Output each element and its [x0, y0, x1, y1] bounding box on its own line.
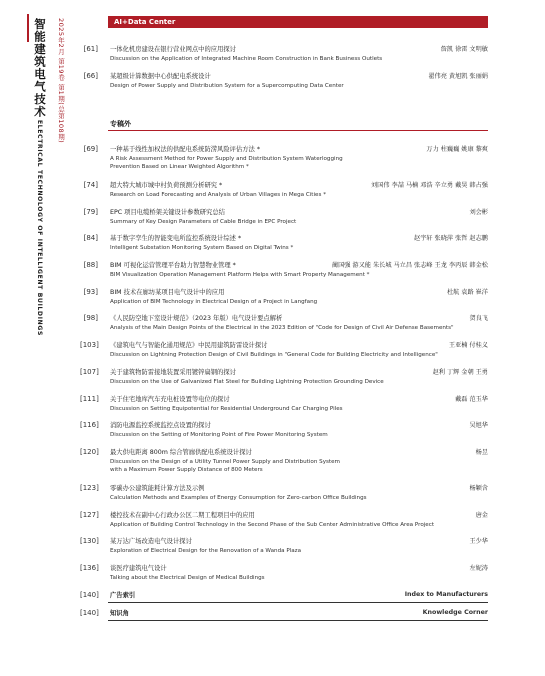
authors: 贺良飞 [469, 315, 488, 322]
title-cn: BIM 可视化运营管理平台助力智慧物业管理 * [110, 262, 236, 269]
title-en: Discussion on the Design of a Utility Tunnel Power Supply and Distribution System [110, 459, 341, 465]
authors: 王少华 [469, 538, 488, 545]
authors: 詹凯 徐雷 文明敏 [440, 46, 488, 53]
authors: 刘国伟 李喆 马楠 邓浩 辛立勇 戴昊 韩占强 [371, 182, 488, 189]
title-en: Design of Power Supply and Distribution System for a Supercomputing Data Center [110, 83, 344, 89]
title-en: Application of BIM Technology in Electrical Design of a Project in Langfang [110, 299, 318, 305]
title-en: Research on Load Forecasting and Analysis of Urban Villages in Mega Cities * [110, 192, 326, 198]
page-number: [88] [83, 261, 98, 269]
authors: 戴磊 范玉华 [455, 396, 488, 403]
title-en: Exploration of Electrical Design for the Renovation of a Wanda Plaza [110, 548, 302, 554]
title-cn: 广告索引 [110, 592, 136, 599]
title-en: Discussion on the Use of Galvanized Flat Steel for Building Lightning Protection Grounding Device [110, 379, 384, 385]
section-title: 专稿外 [110, 120, 131, 128]
page-number: [111] [80, 395, 99, 403]
title-cn: 消防电源监控系统监控点设置的探讨 [110, 422, 211, 429]
title-en: BIM Visualization Operation Management Platform Helps with Smart Property Management * [110, 272, 370, 278]
authors: 杨颖含 [469, 485, 488, 492]
authors: 左妮涛 [469, 565, 488, 572]
page-number: [103] [80, 341, 99, 349]
title-en: Application of Building Control Technology in the Second Phase of the Sub Center Administrative Office Area Project [110, 522, 435, 528]
category-header-title: AI+Data Center [114, 18, 176, 26]
title-cn: 基于数字孪生的智能变电所监控系统设计综述 * [110, 235, 242, 242]
page-number: [130] [80, 537, 99, 545]
title-en: Discussion on Setting Equipotential for Residential Underground Car Charging Piles [110, 406, 343, 412]
title-cn: 谈医疗建筑电气设计 [110, 565, 167, 572]
sidebar-accent-rule [27, 14, 29, 42]
title-en: Knowledge Corner [422, 609, 488, 616]
title-en: Discussion on Lightning Protection Design of Civil Buildings in "General Code for Building Electricity and Intelligence" [110, 352, 438, 358]
title-cn: 某超级计算数据中心供配电系统设计 [110, 73, 211, 80]
page-number: [123] [80, 484, 99, 492]
page-number: [98] [83, 314, 98, 322]
page-number: [140] [80, 591, 99, 599]
page-number: [107] [80, 368, 99, 376]
page-number: [61] [83, 45, 98, 53]
title-en: Discussion on the Application of Integrated Machine Room Construction in Bank Business Outlets [110, 56, 383, 62]
page-number: [120] [80, 448, 99, 456]
title-en: Prevention Based on Linear Weighted Algorithm * [110, 164, 249, 170]
authors: 翟伟亮 黄旭凯 张丽娟 [428, 73, 488, 80]
title-cn: 一种基于线性加权法的供配电系统防涝风险评估方法 * [110, 146, 260, 153]
divider [108, 620, 488, 621]
title-en: A Risk Assessment Method for Power Supply and Distribution System Waterlogging [110, 156, 343, 162]
page-number: [93] [83, 288, 98, 296]
title-cn: 关于住宅地库汽车充电桩设置等电位的探讨 [110, 396, 230, 403]
authors: 吴旭华 [469, 422, 488, 429]
title-cn: 《人民防空地下室设计规范》（2023 年版）电气设计要点解析 [110, 315, 283, 322]
title-cn: 知识角 [110, 610, 129, 617]
title-en: Calculation Methods and Examples of Energy Consumption for Zero-carbon Office Buildings [110, 495, 367, 501]
authors: 蔺国强 游又能 朱长城 马立昌 张志峰 王龙 李丙辰 韩金松 [331, 262, 488, 269]
title-en: Talking about the Electrical Design of Medical Buildings [110, 575, 265, 581]
page-number: [66] [83, 72, 98, 80]
title-en: Intelligent Substation Monitoring System Based on Digital Twins * [110, 245, 294, 251]
page-number: [79] [83, 208, 98, 216]
authors: 赵宇轩 张晓萍 张哲 赵志鹏 [414, 235, 488, 242]
title-cn: 零碳办公建筑能耗计算方法及示例 [110, 485, 205, 492]
page-number: [116] [80, 421, 99, 429]
authors: 赵利 丁辉 金朝 王勇 [432, 369, 488, 376]
title-en: Discussion on the Setting of Monitoring Point of Fire Power Monitoring System [110, 432, 328, 438]
authors: 万力 柱巍巍 姚康 黎爽 [426, 146, 488, 153]
journal-title-en: ELECTRICAL TECHNOLOGY OF INTELLIGENT BUILDINGS [36, 120, 43, 337]
authors: 唐金 [475, 512, 488, 519]
title-cn: 超大特大城市城中村负荷预测分析研究 * [110, 182, 223, 189]
title-cn: BIM 技术在廊坊某项目电气设计中的应用 [110, 289, 225, 296]
section-rule [108, 130, 488, 131]
authors: 杜航 袁路 崔洋 [446, 289, 488, 296]
title-cn: 最大供电距离 800m 综合管廊供配电系统设计探讨 [110, 449, 252, 456]
divider [108, 602, 488, 603]
authors: 杨昱 [475, 449, 488, 456]
title-en: Index to Manufacturers [404, 591, 488, 598]
title-cn: EPC 项目电缆桥架关键设计参数研究总结 [110, 209, 225, 216]
authors: 刘会彬 [469, 209, 488, 216]
authors: 王亚楠 付桂义 [448, 342, 488, 349]
journal-issue: 2025年2月 第19卷 第1期(总第108期) [57, 18, 65, 144]
title-cn: 楼控技术在副中心行政办公区二期工程项目中的应用 [110, 512, 255, 519]
page-number: [84] [83, 234, 98, 242]
title-cn: 关于建筑物防雷接地装置采用镀锌扁钢的探讨 [110, 369, 236, 376]
title-en: with a Maximum Power Supply Distance of 800 Meters [110, 467, 263, 473]
title-cn: 一体化机房建设在银行营业网点中的应用探讨 [110, 46, 236, 53]
title-en: Summary of Key Design Parameters of Cable Bridge in EPC Project [110, 219, 297, 225]
title-cn: 《建筑电气与智能化通用规范》中民用建筑防雷设计探讨 [110, 342, 268, 349]
journal-title-cn: 智能建筑电气技术 [33, 18, 47, 118]
title-en: Analysis of the Main Design Points of the Electrical in the 2023 Edition of "Code for Design of Civil Air Defense Basements" [110, 325, 454, 331]
page-number: [69] [83, 145, 98, 153]
page-number: [136] [80, 564, 99, 572]
page-number: [140] [80, 609, 99, 617]
page-number: [74] [83, 181, 98, 189]
title-cn: 某万达广场改造电气设计探讨 [110, 538, 192, 545]
page-number: [127] [80, 511, 99, 519]
